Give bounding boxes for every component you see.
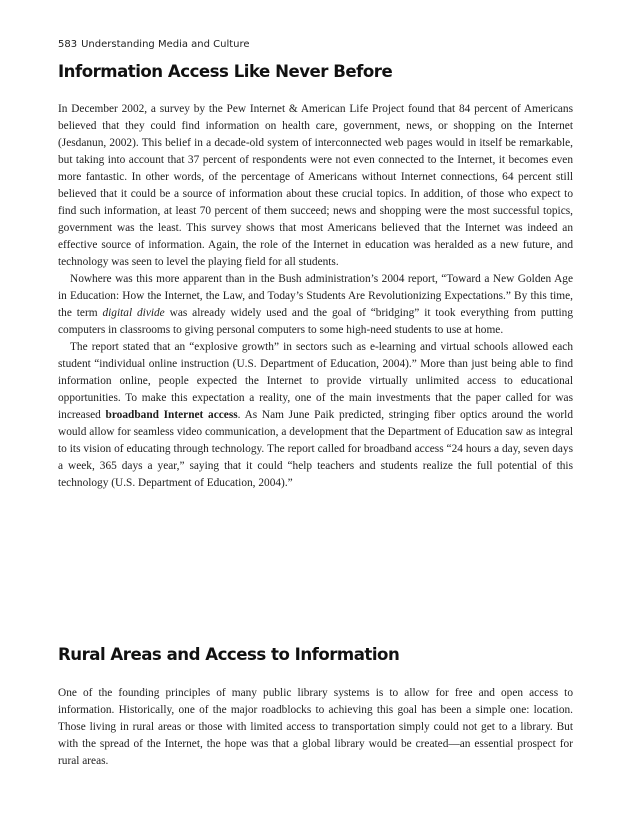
page-number: 583 bbox=[58, 39, 78, 50]
paragraph-text: Nowhere was this more apparent than in the Bush administration’s 2004 report, “Toward a New Golden Age in Education: How the Internet, the Law, and Today’s Students Are Revolutionizing Expectations.” By this time, the term bbox=[58, 273, 573, 319]
paragraph-text: was already widely used and the goal of “bridging” it took everything from putting computers in classrooms to giving personal computers to some high-need students to use at home. bbox=[58, 307, 573, 336]
paragraph-text: . As Nam June Paik predicted, stringing fiber optics around the world would allow for seamless video communication, a development that the Department of Education saw as integral to its vision of educating through technology. The report called for broadband access “24 hours a day, seven days a week, 365 days a year,” saying that it could “help teachers and students realize the full potential of this technology (U.S. Department of Education, 2004).” bbox=[58, 409, 573, 489]
paragraph: One of the founding principles of many public library systems is to allow for free and open access to information. Historically, one of the major roadblocks to achieving this goal has been a simple one: location. Those living in rural areas or those with limited access to transportation simply could not get to a library. But with the spread of the Internet, the hope was that a global library would be created—an essential prospect for rural areas. bbox=[58, 687, 573, 767]
paragraph bbox=[58, 271, 573, 339]
section-heading-information-access: Information Access Like Never Before bbox=[58, 62, 393, 81]
section-heading-rural-areas: Rural Areas and Access to Information bbox=[58, 645, 400, 664]
section-body-information-access bbox=[58, 101, 573, 492]
paragraph: In December 2002, a survey by the Pew Internet & American Life Project found that 84 percent of Americans believed that they could find information on health care, government, news, or shopping on the Internet (Jesdanun, 2002). This belief in a decade-old system of interconnected web pages would in itself be remarkable, but taking into account that 37 percent of respondents were not even connected to the Internet, it becomes even more fantastic. In other words, of the percentage of Americans without Internet connections, 64 percent still believed that it could be a source of information about these crucial topics. In addition, of those who expect to find such information, at least 70 percent of them succeed; news and shopping were the most successful topics, government was the least. This survey shows that most Americans believed that the Internet was indeed an effective source of information. Again, the role of the Internet in education was heralded as a new future, and technology was seen to level the playing field for all students. bbox=[58, 103, 573, 268]
section-body-rural-areas bbox=[58, 685, 573, 770]
paragraph-text: The report stated that an “explosive growth” in sectors such as e-learning and virtual schools allowed each student “individual online instruction (U.S. Department of Education, 2004).” More than just being able to find information online, people expected the Internet to provide virtually unlimited access to educational opportunities. To make this expectation a reality, one of the main investments that the paper called for was increased bbox=[58, 341, 573, 421]
running-header bbox=[58, 39, 250, 50]
key-term-digital-divide: digital divide bbox=[102, 307, 165, 319]
key-term-broadband: broadband Internet access bbox=[105, 409, 238, 421]
paragraph bbox=[58, 339, 573, 492]
book-title: Understanding Media and Culture bbox=[81, 39, 250, 50]
